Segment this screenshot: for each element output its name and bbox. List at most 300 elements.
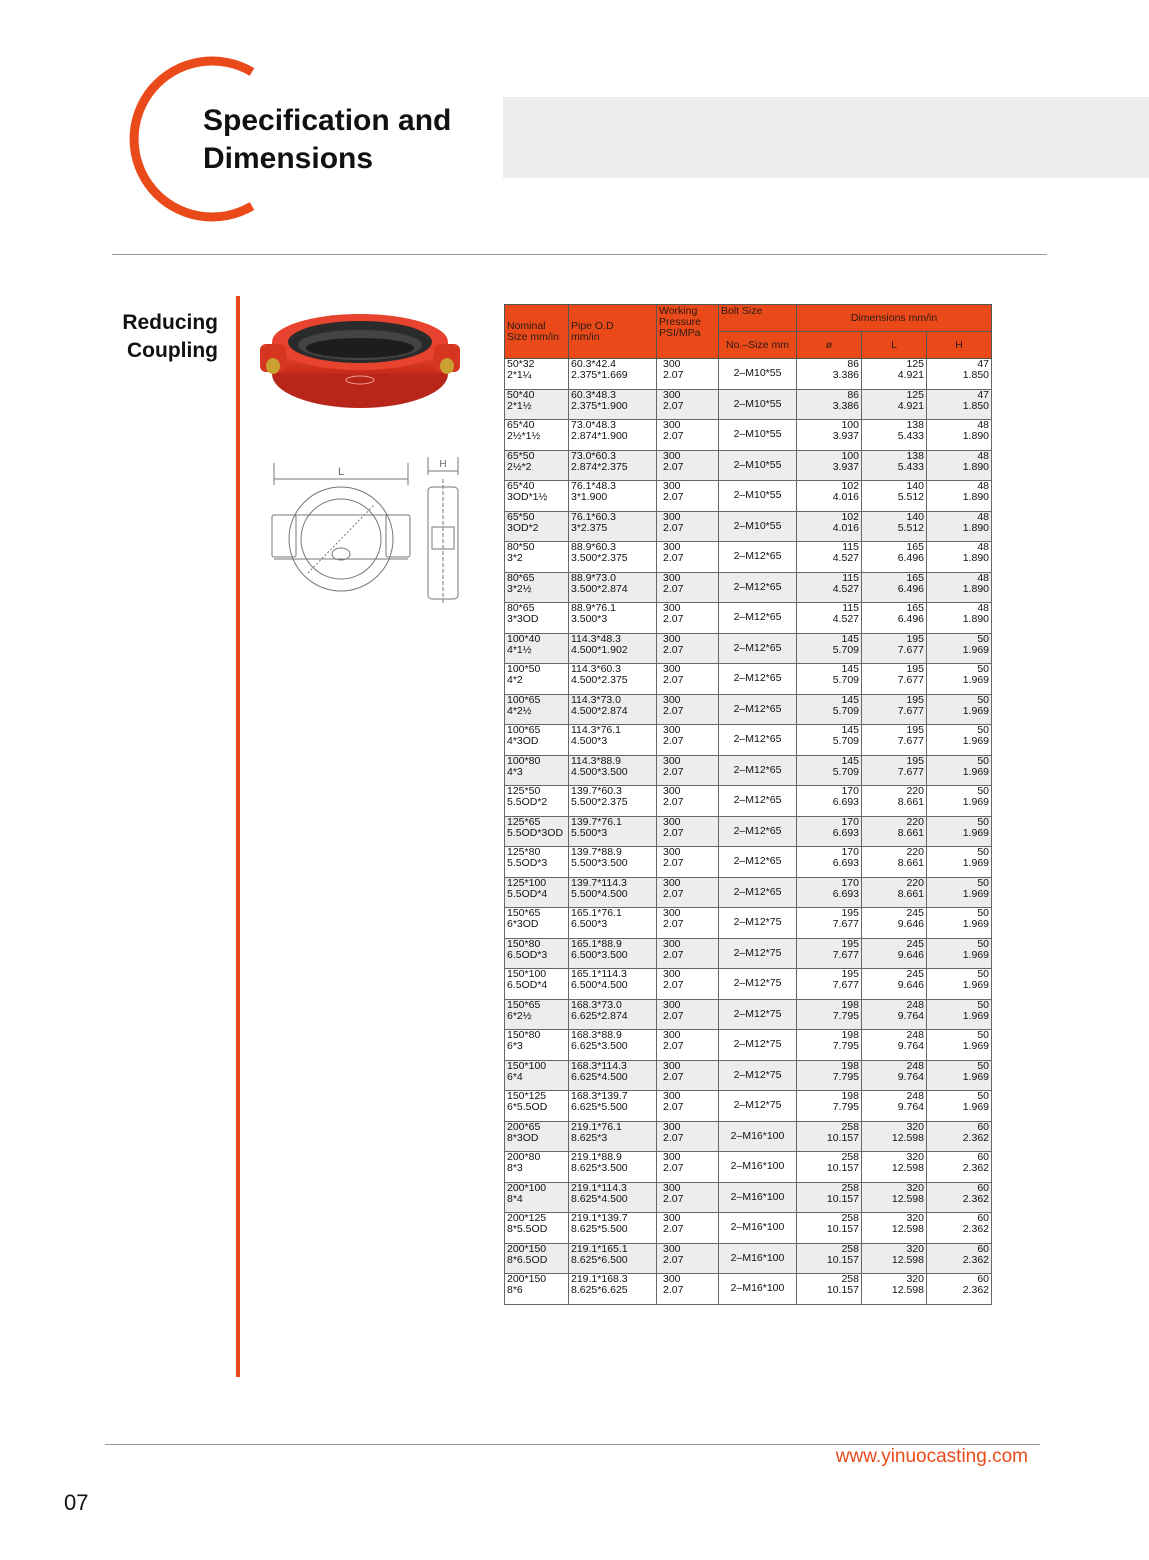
cell-pipe-od-in: 4.500*3	[571, 735, 608, 747]
cell-dim-l-in: 6.496	[897, 552, 924, 564]
cell-working-pressure-in: 2.07	[663, 369, 684, 381]
cell-dim-h-in: 2.362	[962, 1253, 989, 1266]
cell-dim-l	[862, 816, 927, 847]
cell-dim-h-mm: 48	[977, 511, 989, 523]
cell-dim-l	[862, 786, 927, 817]
cell-dim-h	[927, 938, 992, 969]
cell-working-pressure-in: 2.07	[663, 1131, 684, 1144]
header-pipe-od: Pipe O.D mm/in	[569, 305, 657, 359]
cell-dim-h-mm: 50	[977, 846, 989, 858]
cell-dim-l-mm: 245	[906, 907, 924, 919]
cell-dim-h-mm: 60	[977, 1151, 989, 1163]
table-row	[505, 969, 992, 1000]
cell-dim-l	[862, 633, 927, 664]
cell-pipe-od-in: 3.500*2.375	[571, 552, 628, 564]
cell-bolt-size: 2–M12*65	[719, 664, 797, 695]
cell-dim-diameter	[797, 847, 862, 878]
website-url[interactable]: www.yinuocasting.com	[835, 1446, 1028, 1467]
cell-bolt-size: 2–M12*65	[719, 877, 797, 908]
cell-dim-l-mm: 138	[906, 450, 924, 462]
cell-pipe-od-in: 4.500*1.902	[571, 643, 628, 656]
cell-bolt-size: 2–M10*55	[719, 481, 797, 512]
cell-dim-diameter-in: 4.527	[832, 552, 859, 564]
cell-pipe-od-in: 3*1.900	[571, 491, 608, 503]
cell-dim-h-mm: 50	[977, 938, 989, 950]
cell-working-pressure-mm: 300	[663, 1121, 681, 1133]
cell-bolt-size: 2–M16*100	[719, 1182, 797, 1213]
cell-dim-l-in: 12.598	[891, 1192, 924, 1205]
cell-bolt-size: 2–M12*65	[719, 816, 797, 847]
cell-dim-diameter-in: 4.527	[832, 613, 859, 625]
cell-nominal-size	[505, 1213, 569, 1244]
cell-dim-h-in: 1.890	[962, 491, 989, 503]
cell-nominal-size	[505, 572, 569, 603]
cell-working-pressure	[657, 664, 719, 695]
dimension-l-label: L	[337, 466, 345, 478]
cell-nominal-size	[505, 725, 569, 756]
cell-nominal-size-mm: 150*65	[507, 907, 541, 919]
cell-nominal-size-in: 5.5OD*2	[507, 796, 548, 808]
table-row	[505, 389, 992, 420]
cell-dim-h-in: 1.969	[962, 765, 989, 778]
cell-pipe-od-mm: 73.0*60.3	[571, 450, 616, 462]
cell-nominal-size-in: 5.5OD*3	[507, 857, 548, 869]
cell-working-pressure-mm: 300	[663, 907, 681, 919]
cell-working-pressure	[657, 1274, 719, 1305]
vertical-accent-bar	[236, 296, 240, 1377]
cell-nominal-size-in: 8*3OD	[507, 1131, 539, 1144]
cell-dim-diameter-in: 6.693	[832, 857, 859, 869]
cell-dim-diameter	[797, 877, 862, 908]
cell-nominal-size-mm: 200*150	[507, 1273, 547, 1285]
cell-working-pressure-in: 2.07	[663, 948, 684, 961]
cell-dim-h	[927, 1213, 992, 1244]
cell-dim-diameter-in: 6.693	[832, 887, 859, 900]
cell-dim-l-mm: 248	[906, 1090, 924, 1102]
cell-working-pressure-in: 2.07	[663, 1040, 684, 1052]
table-row	[505, 359, 992, 390]
cell-working-pressure	[657, 511, 719, 542]
cell-dim-diameter	[797, 1152, 862, 1183]
cell-dim-h-in: 1.969	[962, 1101, 989, 1113]
cell-working-pressure-in: 2.07	[663, 1253, 684, 1266]
table-row	[505, 511, 992, 542]
cell-dim-l	[862, 450, 927, 481]
cell-pipe-od-mm: 60.3*48.3	[571, 389, 616, 401]
cell-working-pressure-in: 2.07	[663, 643, 684, 656]
cell-nominal-size-mm: 200*80	[507, 1151, 541, 1163]
cell-working-pressure	[657, 999, 719, 1030]
cell-nominal-size-in: 6*4	[507, 1070, 523, 1083]
cell-pipe-od	[569, 816, 657, 847]
cell-nominal-size-mm: 150*100	[507, 968, 547, 980]
cell-bolt-size: 2–M12*75	[719, 1060, 797, 1091]
cell-dim-l-in: 5.433	[897, 460, 924, 473]
cell-dim-h-in: 1.969	[962, 948, 989, 961]
table-row	[505, 1152, 992, 1183]
cell-dim-l-in: 7.677	[897, 735, 924, 747]
cell-dim-h	[927, 969, 992, 1000]
cell-working-pressure-in: 2.07	[663, 552, 684, 564]
cell-dim-h-mm: 50	[977, 816, 989, 828]
cell-pipe-od-in: 6.500*3	[571, 918, 608, 930]
cell-dim-l-in: 9.764	[897, 1040, 924, 1052]
cell-dim-h-in: 1.890	[962, 521, 989, 534]
cell-dim-diameter-in: 6.693	[832, 826, 859, 839]
section-label-line-2: Coupling	[127, 339, 218, 362]
cell-pipe-od-in: 8.625*6.500	[571, 1253, 628, 1266]
cell-pipe-od	[569, 847, 657, 878]
cell-working-pressure	[657, 877, 719, 908]
cell-pipe-od-mm: 168.3*114.3	[571, 1060, 627, 1072]
cell-dim-diameter-mm: 100	[841, 450, 859, 462]
cell-pipe-od-mm: 219.1*139.7	[571, 1212, 628, 1224]
cell-pipe-od-in: 8.625*5.500	[571, 1223, 628, 1235]
cell-pipe-od	[569, 1274, 657, 1305]
cell-nominal-size-mm: 50*40	[507, 389, 535, 401]
cell-pipe-od-mm: 114.3*48.3	[571, 633, 622, 645]
cell-pipe-od-mm: 76.1*60.3	[571, 511, 616, 523]
cell-dim-h	[927, 908, 992, 939]
cell-nominal-size	[505, 359, 569, 390]
cell-working-pressure-mm: 300	[663, 450, 681, 462]
cell-dim-diameter-in: 4.016	[832, 491, 859, 503]
cell-working-pressure-mm: 300	[663, 1273, 681, 1285]
cell-dim-diameter	[797, 633, 862, 664]
cell-dim-l-mm: 220	[906, 785, 924, 797]
cell-working-pressure	[657, 1060, 719, 1091]
cell-working-pressure-in: 2.07	[663, 1223, 684, 1235]
cell-pipe-od-in: 5.500*4.500	[571, 887, 628, 900]
cell-bolt-size: 2–M10*55	[719, 511, 797, 542]
cell-pipe-od	[569, 1091, 657, 1122]
table-row	[505, 1030, 992, 1061]
cell-dim-l-mm: 248	[906, 999, 924, 1011]
page-title-line-2: Dimensions	[203, 142, 374, 175]
cell-nominal-size-mm: 125*100	[507, 877, 547, 889]
cell-dim-diameter-in: 5.709	[832, 735, 859, 747]
cell-dim-h-in: 1.969	[962, 735, 989, 747]
cell-nominal-size	[505, 1152, 569, 1183]
page-number: 07	[64, 1490, 89, 1515]
cell-working-pressure-mm: 300	[663, 663, 681, 675]
cell-dim-h	[927, 1121, 992, 1152]
cell-dim-diameter-in: 10.157	[826, 1162, 859, 1174]
cell-dim-l	[862, 908, 927, 939]
cell-dim-l-in: 6.496	[897, 613, 924, 625]
cell-dim-l	[862, 877, 927, 908]
cell-dim-diameter-mm: 198	[841, 1029, 859, 1041]
cell-working-pressure	[657, 603, 719, 634]
cell-dim-h-mm: 50	[977, 968, 989, 980]
cell-working-pressure-mm: 300	[663, 938, 681, 950]
cell-working-pressure-mm: 300	[663, 1243, 681, 1255]
cell-dim-h-mm: 47	[977, 389, 989, 401]
cell-working-pressure-mm: 300	[663, 572, 681, 584]
cell-dim-h-in: 1.969	[962, 857, 989, 869]
cell-dim-h-in: 1.890	[962, 430, 989, 442]
cell-pipe-od-mm: 168.3*139.7	[571, 1090, 628, 1102]
table-row	[505, 725, 992, 756]
cell-dim-l-in: 9.646	[897, 948, 924, 961]
cell-working-pressure-in: 2.07	[663, 491, 684, 503]
cell-nominal-size-mm: 65*50	[507, 511, 535, 523]
cell-nominal-size-in: 2*1¼	[507, 369, 532, 381]
cell-nominal-size-mm: 200*150	[507, 1243, 547, 1255]
cell-pipe-od-mm: 88.9*76.1	[571, 602, 616, 614]
cell-dim-diameter-mm: 102	[841, 511, 859, 523]
cell-dim-l-in: 9.646	[897, 979, 924, 991]
cell-pipe-od-in: 5.500*2.375	[571, 796, 628, 808]
cell-pipe-od-mm: 219.1*88.9	[571, 1151, 622, 1163]
cell-pipe-od-in: 8.625*3	[571, 1131, 608, 1144]
cell-dim-diameter	[797, 1030, 862, 1061]
cell-dim-h	[927, 694, 992, 725]
cell-dim-h-in: 1.890	[962, 613, 989, 625]
cell-dim-h-mm: 48	[977, 602, 989, 614]
cell-working-pressure-in: 2.07	[663, 735, 684, 747]
cell-working-pressure-mm: 300	[663, 511, 681, 523]
table-row	[505, 1182, 992, 1213]
cell-dim-diameter	[797, 786, 862, 817]
cell-pipe-od-in: 4.500*2.375	[571, 674, 628, 686]
page-title	[203, 102, 451, 178]
cell-pipe-od-in: 6.500*4.500	[571, 979, 628, 991]
cell-nominal-size-in: 3OD*1½	[507, 491, 548, 503]
cell-pipe-od	[569, 786, 657, 817]
cell-working-pressure	[657, 1182, 719, 1213]
cell-pipe-od-in: 4.500*2.874	[571, 704, 628, 717]
cell-dim-h	[927, 603, 992, 634]
cell-pipe-od	[569, 359, 657, 390]
cell-dim-diameter-in: 7.677	[832, 979, 859, 991]
cell-dim-diameter	[797, 1182, 862, 1213]
cell-working-pressure	[657, 481, 719, 512]
cell-dim-h-in: 2.362	[962, 1223, 989, 1235]
cell-nominal-size	[505, 542, 569, 573]
cell-dim-diameter-mm: 258	[841, 1212, 859, 1224]
cell-bolt-size: 2–M12*65	[719, 542, 797, 573]
cell-bolt-size: 2–M12*75	[719, 969, 797, 1000]
cell-nominal-size-in: 8*6	[507, 1284, 523, 1296]
cell-dim-diameter	[797, 542, 862, 573]
cell-dim-l-mm: 195	[906, 694, 924, 706]
cell-working-pressure-in: 2.07	[663, 979, 684, 991]
cell-nominal-size	[505, 389, 569, 420]
cell-nominal-size	[505, 1030, 569, 1061]
table-row	[505, 877, 992, 908]
cell-dim-diameter	[797, 1091, 862, 1122]
cell-pipe-od-in: 5.500*3.500	[571, 857, 628, 869]
table-row	[505, 481, 992, 512]
cell-dim-l-mm: 220	[906, 877, 924, 889]
cell-pipe-od-mm: 88.9*73.0	[571, 572, 616, 584]
cell-dim-l-mm: 320	[906, 1182, 924, 1194]
cell-dim-l-in: 12.598	[891, 1223, 924, 1235]
cell-pipe-od-in: 8.625*4.500	[571, 1192, 628, 1205]
cell-working-pressure	[657, 450, 719, 481]
cell-dim-diameter-in: 5.709	[832, 765, 859, 778]
cell-nominal-size-mm: 150*65	[507, 999, 541, 1011]
cell-working-pressure-in: 2.07	[663, 918, 684, 930]
cell-dim-diameter-in: 5.709	[832, 643, 859, 656]
cell-pipe-od-in: 4.500*3.500	[571, 765, 628, 778]
cell-dim-h-in: 2.362	[962, 1284, 989, 1296]
cell-nominal-size	[505, 664, 569, 695]
cell-bolt-size: 2–M12*65	[719, 603, 797, 634]
cell-dim-h-in: 1.969	[962, 1070, 989, 1083]
cell-dim-diameter-in: 7.677	[832, 948, 859, 961]
cell-dim-diameter-mm: 145	[841, 663, 859, 675]
cell-dim-diameter-in: 5.709	[832, 704, 859, 717]
cell-nominal-size-in: 4*1½	[507, 643, 532, 656]
dimension-h-label: H	[439, 459, 447, 470]
cell-nominal-size	[505, 481, 569, 512]
cell-dim-l	[862, 1182, 927, 1213]
cell-dim-h	[927, 786, 992, 817]
cell-dim-l-in: 4.921	[897, 399, 924, 412]
cell-dim-diameter-in: 7.677	[832, 918, 859, 930]
header-nominal-size: Nominal Size mm/in	[505, 305, 569, 359]
cell-dim-diameter-mm: 115	[842, 572, 859, 584]
cell-dim-diameter	[797, 755, 862, 786]
cell-dim-l	[862, 572, 927, 603]
cell-working-pressure-in: 2.07	[663, 1070, 684, 1083]
cell-dim-diameter-mm: 145	[841, 694, 859, 706]
cell-pipe-od-in: 2.874*1.900	[571, 430, 628, 442]
cell-dim-l-mm: 320	[906, 1243, 924, 1255]
cell-working-pressure-mm: 300	[663, 541, 681, 553]
cell-working-pressure-mm: 300	[663, 816, 681, 828]
cell-pipe-od-mm: 73.0*48.3	[571, 419, 616, 431]
cell-dim-diameter-mm: 258	[841, 1182, 859, 1194]
cell-bolt-size: 2–M12*65	[719, 725, 797, 756]
cell-pipe-od-mm: 219.1*114.3	[571, 1182, 627, 1194]
cell-dim-diameter	[797, 1121, 862, 1152]
cell-nominal-size-in: 3*2	[507, 552, 523, 564]
cell-dim-diameter-in: 4.527	[832, 582, 859, 595]
cell-working-pressure-mm: 300	[663, 419, 681, 431]
cell-pipe-od-mm: 165.1*76.1	[571, 907, 622, 919]
cell-working-pressure-mm: 300	[663, 1151, 681, 1163]
cell-pipe-od-in: 3.500*2.874	[571, 582, 628, 595]
cell-pipe-od-mm: 165.1*88.9	[571, 938, 622, 950]
cell-pipe-od	[569, 877, 657, 908]
cell-working-pressure-mm: 300	[663, 785, 681, 797]
cell-working-pressure-in: 2.07	[663, 796, 684, 808]
cell-dim-l-in: 12.598	[891, 1284, 924, 1296]
cell-working-pressure-in: 2.07	[663, 1162, 684, 1174]
cell-dim-h-in: 2.362	[962, 1192, 989, 1205]
cell-dim-l-in: 8.661	[897, 826, 924, 839]
table-row	[505, 1213, 992, 1244]
cell-dim-diameter	[797, 389, 862, 420]
cell-nominal-size-in: 3*2½	[507, 582, 532, 595]
cell-dim-h-in: 1.890	[962, 552, 989, 564]
cell-dim-diameter-mm: 258	[841, 1151, 859, 1163]
section-label-line-1: Reducing	[122, 311, 218, 334]
cell-working-pressure	[657, 725, 719, 756]
cell-dim-diameter-in: 5.709	[832, 674, 859, 686]
cell-working-pressure	[657, 633, 719, 664]
cell-pipe-od-mm: 168.3*73.0	[571, 999, 622, 1011]
cell-nominal-size	[505, 1091, 569, 1122]
cell-pipe-od	[569, 1182, 657, 1213]
cell-dim-h	[927, 359, 992, 390]
cell-bolt-size: 2–M10*55	[719, 420, 797, 451]
cell-dim-l-in: 9.764	[897, 1101, 924, 1113]
cell-nominal-size-in: 6.5OD*3	[507, 948, 548, 961]
table-row	[505, 633, 992, 664]
cell-pipe-od	[569, 908, 657, 939]
cell-nominal-size	[505, 633, 569, 664]
cell-nominal-size-in: 2*1½	[507, 399, 532, 412]
cell-pipe-od	[569, 1060, 657, 1091]
cell-working-pressure-in: 2.07	[663, 1192, 684, 1205]
cell-nominal-size	[505, 511, 569, 542]
table-row	[505, 694, 992, 725]
cell-pipe-od	[569, 450, 657, 481]
cell-dim-diameter-mm: 258	[841, 1243, 859, 1255]
cell-pipe-od-in: 2.375*1.900	[571, 399, 628, 412]
cell-working-pressure-mm: 300	[663, 1029, 681, 1041]
cell-pipe-od-in: 6.625*3.500	[571, 1040, 628, 1052]
cell-dim-l	[862, 1274, 927, 1305]
cell-working-pressure-in: 2.07	[663, 857, 684, 869]
cell-dim-diameter-mm: 145	[841, 724, 859, 736]
cell-nominal-size-in: 8*5.5OD	[507, 1223, 548, 1235]
cell-bolt-size: 2–M12*75	[719, 1030, 797, 1061]
cell-dim-l-in: 7.677	[897, 704, 924, 717]
cell-working-pressure	[657, 1121, 719, 1152]
cell-nominal-size-mm: 100*65	[507, 724, 541, 736]
cell-dim-diameter	[797, 908, 862, 939]
cell-working-pressure	[657, 847, 719, 878]
cell-nominal-size	[505, 999, 569, 1030]
cell-nominal-size-in: 4*2½	[507, 704, 532, 717]
cell-working-pressure	[657, 938, 719, 969]
cell-dim-h-mm: 50	[977, 755, 989, 767]
cell-nominal-size	[505, 1182, 569, 1213]
cell-dim-h-in: 1.969	[962, 826, 989, 839]
cell-working-pressure-mm: 300	[663, 1212, 681, 1224]
cell-pipe-od	[569, 603, 657, 634]
cell-dim-diameter	[797, 359, 862, 390]
cell-dim-h-in: 1.890	[962, 460, 989, 473]
cell-dim-h-in: 1.969	[962, 1009, 989, 1022]
cell-nominal-size-in: 8*4	[507, 1192, 523, 1205]
cell-dim-diameter	[797, 511, 862, 542]
cell-dim-l	[862, 664, 927, 695]
cell-nominal-size	[505, 1060, 569, 1091]
cell-pipe-od	[569, 633, 657, 664]
cell-dim-diameter-in: 10.157	[826, 1223, 859, 1235]
cell-dim-h-mm: 48	[977, 572, 989, 584]
cell-pipe-od	[569, 999, 657, 1030]
cell-working-pressure-in: 2.07	[663, 1284, 684, 1296]
cell-dim-diameter	[797, 572, 862, 603]
cell-dim-diameter-in: 7.795	[832, 1040, 859, 1052]
header-dim-l: L	[862, 332, 927, 359]
cell-pipe-od	[569, 542, 657, 573]
cell-pipe-od	[569, 1152, 657, 1183]
cell-dim-l-mm: 125	[906, 389, 924, 401]
cell-dim-h	[927, 1243, 992, 1274]
cell-working-pressure-mm: 300	[663, 755, 681, 767]
cell-dim-h	[927, 1274, 992, 1305]
cell-dim-h-mm: 50	[977, 1090, 989, 1102]
table-row	[505, 1060, 992, 1091]
